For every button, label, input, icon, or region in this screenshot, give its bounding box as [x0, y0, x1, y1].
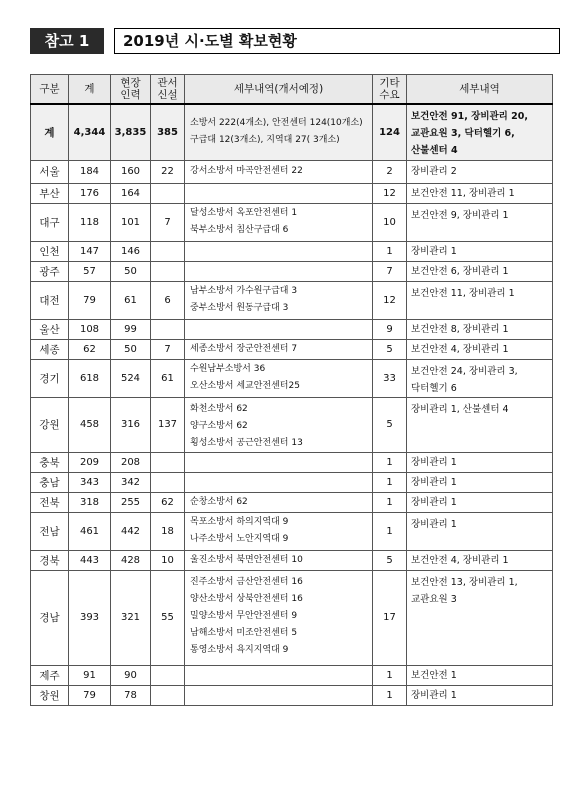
total-value: 618: [69, 359, 111, 397]
detail-line: 보건안전 11, 장비관리 1: [411, 187, 515, 199]
other-demand-value: 5: [373, 339, 407, 359]
sub-detail: [185, 685, 373, 705]
total-value: 184: [69, 160, 111, 183]
field-staff-value: 160: [111, 160, 151, 183]
detail-line: 양구소방서 62: [190, 420, 248, 431]
detail-line: 장비관리 1: [411, 518, 457, 530]
total-value: 147: [69, 241, 111, 261]
table-row: [31, 203, 553, 241]
new-office-value: 55: [151, 570, 185, 665]
other-demand-value: 1: [373, 472, 407, 492]
field-staff-value: 524: [111, 359, 151, 397]
new-office-value: 62: [151, 492, 185, 512]
region-name: 전남: [31, 512, 69, 550]
sub-detail: [185, 550, 373, 570]
sub-detail: [185, 492, 373, 512]
table-row: [31, 550, 553, 570]
total-value: 91: [69, 665, 111, 685]
other-detail: [407, 104, 553, 160]
detail-line: 화천소방서 62: [190, 403, 248, 414]
table-row: [31, 665, 553, 685]
detail-line: 보건안전 4, 장비관리 1: [411, 554, 509, 566]
field-staff-value: 78: [111, 685, 151, 705]
detail-line: 보건안전 24, 장비관리 3,: [411, 365, 518, 377]
total-value: 443: [69, 550, 111, 570]
field-staff-value: 321: [111, 570, 151, 665]
table-row: [31, 397, 553, 452]
other-demand-value: 17: [373, 570, 407, 665]
region-name: 경남: [31, 570, 69, 665]
header-col-field: 현장 인력: [111, 75, 151, 105]
table-row: [31, 339, 553, 359]
region-name: 충남: [31, 472, 69, 492]
new-office-value: [151, 183, 185, 203]
detail-line: 보건안전 6, 장비관리 1: [411, 265, 509, 277]
detail-line: 수원남부소방서 36: [190, 364, 266, 374]
new-office-value: [151, 685, 185, 705]
field-staff-value: 3,835: [111, 104, 151, 160]
detail-line: 남부소방서 가수원구급대 3: [190, 286, 298, 296]
detail-line: 소방서 222(4개소), 안전센터 124(10개소): [190, 118, 363, 129]
other-detail: [407, 319, 553, 339]
field-staff-value: 316: [111, 397, 151, 452]
detail-line: 횡성소방서 공근안전센터 13: [190, 437, 303, 448]
other-demand-value: 9: [373, 319, 407, 339]
field-staff-value: 61: [111, 281, 151, 319]
total-value: 118: [69, 203, 111, 241]
detail-line: 구급대 12(3개소), 지역대 27( 3개소): [190, 135, 340, 146]
total-value: 108: [69, 319, 111, 339]
detail-line: 북부소방서 침산구급대 6: [190, 225, 289, 235]
sub-detail: [185, 512, 373, 550]
detail-line: 목포소방서 하의지역대 9: [190, 517, 289, 527]
region-name: 창원: [31, 685, 69, 705]
other-demand-value: 2: [373, 160, 407, 183]
region-name: 충북: [31, 452, 69, 472]
total-value: 209: [69, 452, 111, 472]
status-table: [30, 74, 553, 706]
table-row: [31, 183, 553, 203]
other-demand-value: 1: [373, 241, 407, 261]
detail-line: 보건안전 9, 장비관리 1: [411, 209, 509, 221]
page-title: 2019년 시·도별 확보현황: [114, 28, 560, 54]
other-detail: [407, 570, 553, 665]
detail-line: 보건안전 1: [411, 669, 457, 681]
other-demand-value: 1: [373, 665, 407, 685]
other-detail: [407, 397, 553, 452]
detail-line: 장비관리 1: [411, 245, 457, 257]
detail-line: 세종소방서 장군안전센터 7: [190, 343, 298, 354]
detail-line: 보건안전 8, 장비관리 1: [411, 323, 509, 335]
table-row: [31, 472, 553, 492]
other-demand-value: 1: [373, 492, 407, 512]
detail-line: 중부소방서 원동구급대 3: [190, 303, 289, 313]
other-detail: [407, 203, 553, 241]
region-name: 전북: [31, 492, 69, 512]
table-header-row: [31, 75, 553, 105]
table-row: [31, 261, 553, 281]
detail-line: 오산소방서 세교안전센터25: [190, 381, 300, 391]
field-staff-value: 255: [111, 492, 151, 512]
other-demand-value: 5: [373, 550, 407, 570]
sub-detail: [185, 397, 373, 452]
other-demand-value: 12: [373, 183, 407, 203]
other-detail: [407, 359, 553, 397]
header-col-sub-detail: 세부내역(개서예정): [185, 75, 373, 105]
total-value: 461: [69, 512, 111, 550]
sub-detail: [185, 203, 373, 241]
new-office-value: [151, 665, 185, 685]
sub-detail: [185, 452, 373, 472]
other-demand-value: 10: [373, 203, 407, 241]
detail-line: 보건안전 13, 장비관리 1,: [411, 576, 518, 588]
region-name: 계: [31, 104, 69, 160]
detail-line: 달성소방서 옥포안전센터 1: [190, 208, 298, 218]
table-row: [31, 452, 553, 472]
region-name: 경기: [31, 359, 69, 397]
field-staff-value: 428: [111, 550, 151, 570]
new-office-value: [151, 452, 185, 472]
region-name: 대전: [31, 281, 69, 319]
region-name: 세종: [31, 339, 69, 359]
other-detail: [407, 160, 553, 183]
sub-detail: [185, 472, 373, 492]
new-office-value: [151, 319, 185, 339]
sub-detail: [185, 570, 373, 665]
field-staff-value: 342: [111, 472, 151, 492]
detail-line: 교관요원 3, 닥터헬기 6,: [411, 128, 515, 139]
sub-detail: [185, 359, 373, 397]
detail-line: 교관요원 3: [411, 593, 457, 605]
other-demand-value: 1: [373, 512, 407, 550]
table-row: [31, 512, 553, 550]
region-name: 울산: [31, 319, 69, 339]
other-detail: [407, 685, 553, 705]
table-row: [31, 319, 553, 339]
new-office-value: 7: [151, 203, 185, 241]
detail-line: 남해소방서 미조안전센터 5: [190, 627, 298, 638]
field-staff-value: 164: [111, 183, 151, 203]
other-demand-value: 33: [373, 359, 407, 397]
field-staff-value: 101: [111, 203, 151, 241]
sub-detail: [185, 339, 373, 359]
other-detail: [407, 665, 553, 685]
detail-line: 닥터헬기 6: [411, 382, 457, 394]
table-row: [31, 492, 553, 512]
new-office-value: 18: [151, 512, 185, 550]
detail-line: 밀양소방서 무안안전센터 9: [190, 610, 298, 621]
header-col-total: 계: [69, 75, 111, 105]
page-header: [30, 28, 552, 54]
field-staff-value: 90: [111, 665, 151, 685]
detail-line: 보건안전 91, 장비관리 20,: [411, 111, 528, 122]
header-col-division: 구분: [31, 75, 69, 105]
total-value: 79: [69, 281, 111, 319]
other-detail: [407, 183, 553, 203]
detail-line: 장비관리 1, 산불센터 4: [411, 403, 509, 415]
detail-line: 울진소방서 북면안전센터 10: [190, 554, 303, 565]
other-demand-value: 7: [373, 261, 407, 281]
field-staff-value: 146: [111, 241, 151, 261]
other-demand-value: 124: [373, 104, 407, 160]
detail-line: 장비관리 1: [411, 456, 457, 468]
sub-detail: [185, 183, 373, 203]
region-name: 서울: [31, 160, 69, 183]
region-name: 인천: [31, 241, 69, 261]
detail-line: 장비관리 1: [411, 496, 457, 508]
detail-line: 산불센터 4: [411, 145, 458, 156]
total-value: 458: [69, 397, 111, 452]
sub-detail: [185, 319, 373, 339]
new-office-value: [151, 472, 185, 492]
total-row: [31, 104, 553, 160]
detail-line: 양산소방서 상북안전센터 16: [190, 593, 303, 604]
other-detail: [407, 339, 553, 359]
region-name: 제주: [31, 665, 69, 685]
field-staff-value: 208: [111, 452, 151, 472]
reference-badge: 참고 1: [30, 28, 104, 54]
other-demand-value: 1: [373, 685, 407, 705]
new-office-value: 6: [151, 281, 185, 319]
table-row: [31, 685, 553, 705]
total-value: 79: [69, 685, 111, 705]
new-office-value: [151, 261, 185, 281]
new-office-value: [151, 241, 185, 261]
header-col-other-detail: 세부내역: [407, 75, 553, 105]
other-demand-value: 5: [373, 397, 407, 452]
region-name: 대구: [31, 203, 69, 241]
other-detail: [407, 281, 553, 319]
sub-detail: [185, 665, 373, 685]
total-value: 393: [69, 570, 111, 665]
new-office-value: 22: [151, 160, 185, 183]
field-staff-value: 50: [111, 261, 151, 281]
header-col-other-demand: 기타 수요: [373, 75, 407, 105]
detail-line: 장비관리 1: [411, 689, 457, 701]
other-detail: [407, 512, 553, 550]
other-detail: [407, 472, 553, 492]
total-value: 176: [69, 183, 111, 203]
total-value: 4,344: [69, 104, 111, 160]
other-detail: [407, 241, 553, 261]
table-row: [31, 281, 553, 319]
table-row: [31, 359, 553, 397]
new-office-value: 137: [151, 397, 185, 452]
detail-line: 보건안전 4, 장비관리 1: [411, 343, 509, 355]
total-value: 343: [69, 472, 111, 492]
sub-detail: [185, 160, 373, 183]
new-office-value: 10: [151, 550, 185, 570]
other-demand-value: 1: [373, 452, 407, 472]
sub-detail: [185, 261, 373, 281]
new-office-value: 7: [151, 339, 185, 359]
detail-line: 강서소방서 마곡안전센터 22: [190, 166, 303, 176]
field-staff-value: 442: [111, 512, 151, 550]
total-value: 318: [69, 492, 111, 512]
sub-detail: [185, 281, 373, 319]
other-detail: [407, 452, 553, 472]
field-staff-value: 99: [111, 319, 151, 339]
detail-line: 통영소방서 욕지지역대 9: [190, 644, 289, 655]
sub-detail: [185, 241, 373, 261]
region-name: 광주: [31, 261, 69, 281]
detail-line: 보건안전 11, 장비관리 1: [411, 287, 515, 299]
total-value: 57: [69, 261, 111, 281]
table-row: [31, 160, 553, 183]
region-name: 부산: [31, 183, 69, 203]
total-value: 62: [69, 339, 111, 359]
table-body: [31, 104, 553, 705]
region-name: 경북: [31, 550, 69, 570]
other-demand-value: 12: [373, 281, 407, 319]
header-col-new-office: 관서 신설: [151, 75, 185, 105]
detail-line: 진주소방서 금산안전센터 16: [190, 576, 303, 587]
new-office-value: 61: [151, 359, 185, 397]
other-detail: [407, 550, 553, 570]
sub-detail: [185, 104, 373, 160]
new-office-value: 385: [151, 104, 185, 160]
table-row: [31, 570, 553, 665]
field-staff-value: 50: [111, 339, 151, 359]
detail-line: 나주소방서 노안지역대 9: [190, 534, 289, 544]
table-row: [31, 241, 553, 261]
detail-line: 장비관리 1: [411, 476, 457, 488]
detail-line: 장비관리 2: [411, 166, 457, 177]
detail-line: 순창소방서 62: [190, 496, 248, 507]
region-name: 강원: [31, 397, 69, 452]
other-detail: [407, 261, 553, 281]
other-detail: [407, 492, 553, 512]
